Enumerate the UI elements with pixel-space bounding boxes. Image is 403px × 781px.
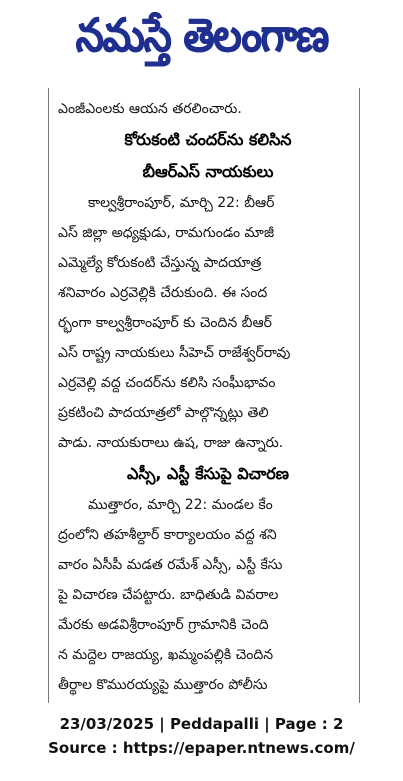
story1-headline-line1: కోరుకంటి చందర్‌ను కలిసిన xyxy=(124,130,292,149)
story1-body-line: ఎర్రవెల్లి వద్ద చందర్‌ను కలిసి సంఘీభావం xyxy=(58,375,276,391)
article-body xyxy=(58,94,358,703)
story1-body-line: ర్భంగా కాల్వశ్రీరాంపూర్ కు చెందిన బీఆర్ xyxy=(58,315,272,331)
story2-body-line xyxy=(58,700,358,703)
source-link[interactable]: Source : https://epaper.ntnews.com/ xyxy=(48,739,355,757)
story2-body-line: తీర్థాల కొమురయ్యపై ముత్తారం పోలీసు xyxy=(58,677,268,693)
newspaper-logo: నమస్తే తెలంగాణ xyxy=(75,8,328,62)
story2-body-line: ద్రంలోని తహశీల్దార్ కార్యాలయం వద్ద శని xyxy=(58,527,277,543)
story2-body-line: న మద్దెల రాజయ్య, ఖమ్మంపల్లికి చెందిన xyxy=(58,647,274,663)
story2-body-line: వారం ఏసీపీ మడత రమేశ్ ఎస్సీ, ఎస్టీ కేసు xyxy=(58,557,283,573)
story2-headline: ఎస్సీ, ఎస్టీ కేసుపై విచారణ xyxy=(126,464,290,483)
story1-body-line: ఎమ్మెల్యే కోరుకంటి చేస్తున్న పాదయాత్ర xyxy=(58,255,262,271)
story1-body-line: కాల్వశ్రీరాంపూర్, మార్చి 22: బీఆర్ xyxy=(88,195,275,211)
story2-body-line: మేరకు అడవిశ్రీరాంపూర్ గ్రామానికి చెంది xyxy=(58,617,269,633)
story2-body-line: పై విచారణ చేపట్టారు. బాధితుడి వివరాల xyxy=(58,587,279,603)
masthead xyxy=(0,0,403,82)
edition-info: 23/03/2025 | Peddapalli | Page : 2 xyxy=(59,715,344,733)
carry-over-line: ఎంజీఎంలకు ఆయన తరలించారు. xyxy=(58,101,242,117)
story1-body-line: ఎస్ రాష్ట్ర నాయకులు సీహెచ్ రాజేశ్వర్‌రావు xyxy=(58,345,291,361)
story1-body-line: ఎస్ జిల్లా అధ్యక్షుడు, రామగుండం మాజీ xyxy=(58,225,275,241)
clipping-footer xyxy=(0,712,403,760)
story2-body-line: ముత్తారం, మార్చి 22: మండల కేం xyxy=(88,497,273,513)
story1-headline-line2: బీఆర్ఎస్ నాయకులు xyxy=(142,162,274,181)
story1-body-line: ప్రకటించి పాదయాత్రలో పాల్గొన్నట్లు తెలి xyxy=(58,405,269,421)
article-column xyxy=(48,88,360,703)
story1-body-line: శనివారం ఎర్రవెల్లికి చేరుకుంది. ఈ సంద xyxy=(58,285,268,301)
story1-body-line: పాడు. నాయకురాలు ఉష, రాజు ఉన్నారు. xyxy=(58,435,284,451)
